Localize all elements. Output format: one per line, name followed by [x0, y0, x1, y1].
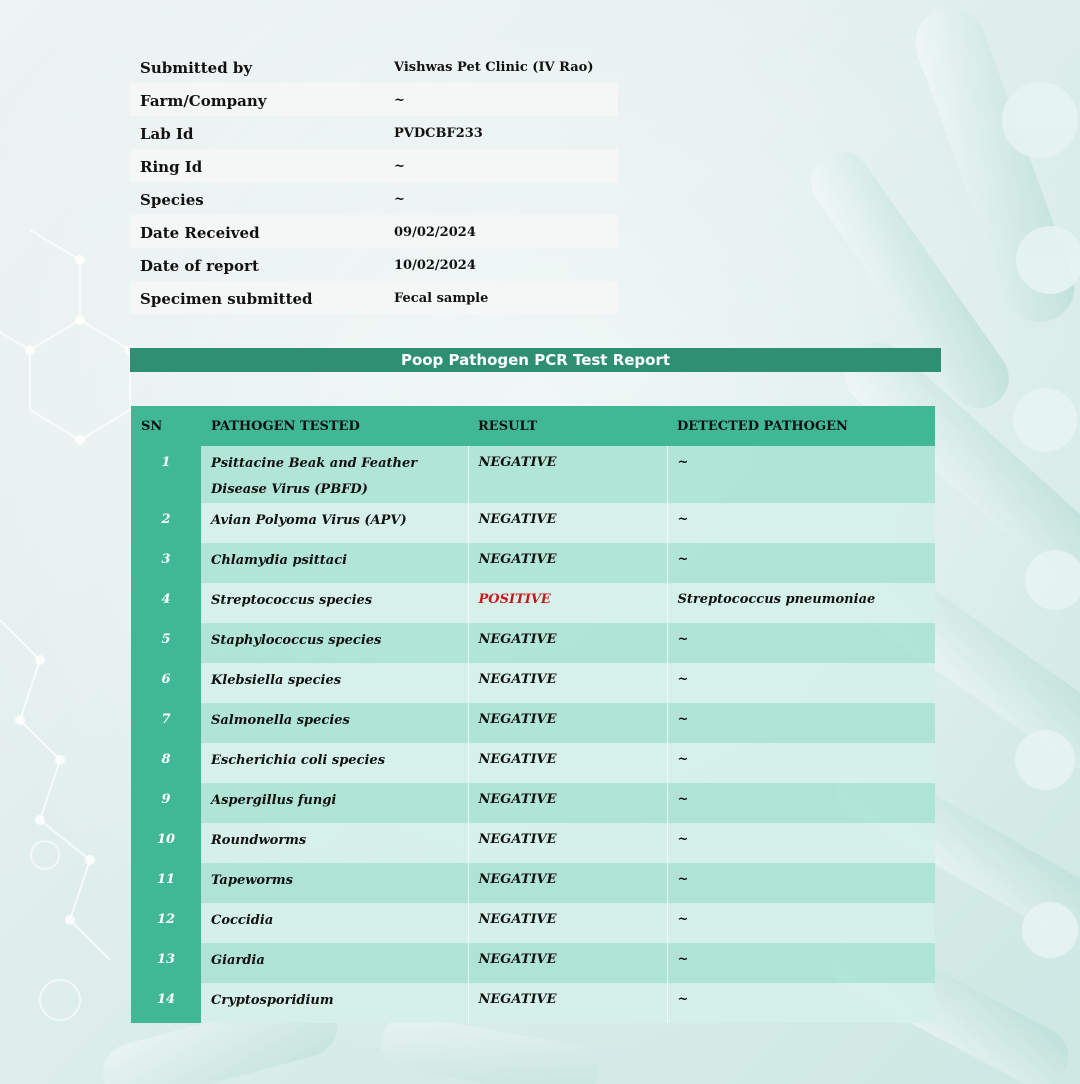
row-sn: 12 — [131, 903, 201, 943]
row-result: NEGATIVE — [468, 703, 667, 743]
info-row — [130, 116, 618, 149]
row-sn: 13 — [131, 943, 201, 983]
info-label: Ring Id — [140, 158, 203, 176]
row-result: NEGATIVE — [468, 543, 667, 583]
row-pathogen-tested: Cryptosporidium — [201, 983, 468, 1023]
table-header-row — [131, 406, 935, 446]
row-sn: 6 — [131, 663, 201, 703]
info-value: ~ — [394, 159, 405, 174]
row-detected-pathogen: ~ — [667, 446, 935, 503]
row-pathogen-tested: Escherichia coli species — [201, 743, 468, 783]
row-detected-pathogen: ~ — [667, 943, 935, 983]
row-result: NEGATIVE — [468, 823, 667, 863]
info-label: Farm/Company — [140, 92, 267, 110]
table-row — [131, 663, 935, 703]
row-pathogen-tested: Psittacine Beak and Feather Disease Virus (PBFD) — [201, 446, 468, 503]
row-result: NEGATIVE — [468, 943, 667, 983]
info-value: Fecal sample — [394, 291, 489, 306]
row-sn: 4 — [131, 583, 201, 623]
row-detected-pathogen: ~ — [667, 983, 935, 1023]
row-result: NEGATIVE — [468, 863, 667, 903]
row-pathogen-tested: Streptococcus species — [201, 583, 468, 623]
row-pathogen-tested: Giardia — [201, 943, 468, 983]
table-row — [131, 903, 935, 943]
info-row — [130, 149, 618, 182]
row-result: NEGATIVE — [468, 903, 667, 943]
row-sn: 5 — [131, 623, 201, 663]
info-row — [130, 50, 618, 83]
row-pathogen-tested: Roundworms — [201, 823, 468, 863]
table-row — [131, 703, 935, 743]
row-detected-pathogen: ~ — [667, 623, 935, 663]
row-sn: 14 — [131, 983, 201, 1023]
info-value: ~ — [394, 192, 405, 207]
header-detected-pathogen: DETECTED PATHOGEN — [667, 406, 935, 446]
row-detected-pathogen: ~ — [667, 823, 935, 863]
specimen-info-table — [130, 50, 618, 314]
row-detected-pathogen: ~ — [667, 903, 935, 943]
table-row — [131, 823, 935, 863]
pathogen-results-table — [131, 406, 935, 1023]
header-pathogen-tested: PATHOGEN TESTED — [201, 406, 468, 446]
row-pathogen-tested: Klebsiella species — [201, 663, 468, 703]
row-pathogen-tested: Coccidia — [201, 903, 468, 943]
info-row — [130, 83, 618, 116]
row-sn: 10 — [131, 823, 201, 863]
info-row — [130, 281, 618, 314]
info-row — [130, 215, 618, 248]
header-sn: SN — [131, 406, 201, 446]
table-row — [131, 543, 935, 583]
info-label: Submitted by — [140, 59, 253, 77]
row-sn: 1 — [131, 446, 201, 503]
row-sn: 9 — [131, 783, 201, 823]
info-label: Lab Id — [140, 125, 194, 143]
row-result: NEGATIVE — [468, 503, 667, 543]
row-result: NEGATIVE — [468, 623, 667, 663]
row-detected-pathogen: Streptococcus pneumoniae — [667, 583, 935, 623]
info-value: Vishwas Pet Clinic (IV Rao) — [394, 60, 594, 75]
info-row — [130, 182, 618, 215]
info-label: Species — [140, 191, 204, 209]
row-result: NEGATIVE — [468, 446, 667, 503]
report-title: Poop Pathogen PCR Test Report — [130, 348, 941, 372]
info-value: 10/02/2024 — [394, 258, 476, 273]
info-label: Specimen submitted — [140, 290, 313, 308]
table-row — [131, 503, 935, 543]
row-detected-pathogen: ~ — [667, 863, 935, 903]
info-value: PVDCBF233 — [394, 126, 483, 141]
info-row — [130, 248, 618, 281]
row-result: NEGATIVE — [468, 783, 667, 823]
row-pathogen-tested: Chlamydia psittaci — [201, 543, 468, 583]
row-sn: 8 — [131, 743, 201, 783]
table-row — [131, 863, 935, 903]
table-row — [131, 983, 935, 1023]
table-row — [131, 783, 935, 823]
row-sn: 3 — [131, 543, 201, 583]
row-pathogen-tested: Staphylococcus species — [201, 623, 468, 663]
row-result: NEGATIVE — [468, 983, 667, 1023]
row-detected-pathogen: ~ — [667, 663, 935, 703]
table-row — [131, 743, 935, 783]
row-pathogen-tested: Salmonella species — [201, 703, 468, 743]
row-result: NEGATIVE — [468, 663, 667, 703]
row-pathogen-tested: Tapeworms — [201, 863, 468, 903]
table-row — [131, 583, 935, 623]
info-value: ~ — [394, 93, 405, 108]
row-sn: 2 — [131, 503, 201, 543]
row-detected-pathogen: ~ — [667, 783, 935, 823]
info-value: 09/02/2024 — [394, 225, 476, 240]
table-row — [131, 943, 935, 983]
row-detected-pathogen: ~ — [667, 743, 935, 783]
row-result: POSITIVE — [468, 583, 667, 623]
row-result: NEGATIVE — [468, 743, 667, 783]
info-label: Date Received — [140, 224, 260, 242]
row-detected-pathogen: ~ — [667, 503, 935, 543]
row-pathogen-tested: Avian Polyoma Virus (APV) — [201, 503, 468, 543]
row-detected-pathogen: ~ — [667, 703, 935, 743]
row-detected-pathogen: ~ — [667, 543, 935, 583]
header-result: RESULT — [468, 406, 667, 446]
table-row — [131, 623, 935, 663]
info-label: Date of report — [140, 257, 259, 275]
row-pathogen-tested: Aspergillus fungi — [201, 783, 468, 823]
table-row — [131, 446, 935, 503]
row-sn: 7 — [131, 703, 201, 743]
row-sn: 11 — [131, 863, 201, 903]
